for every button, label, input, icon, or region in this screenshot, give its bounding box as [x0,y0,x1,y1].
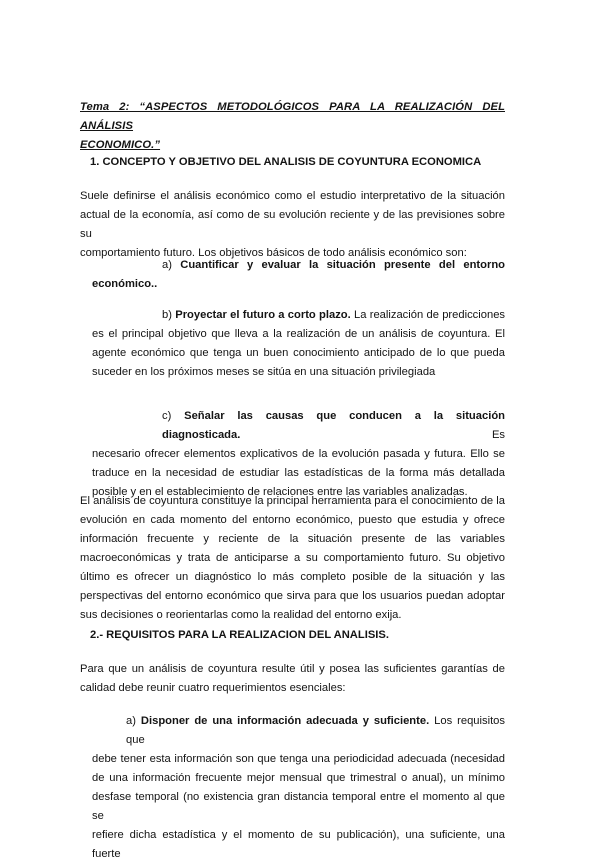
objective-item-a: a) Cuantificar y evaluar la situación presente del entorno económico.. [92,259,505,290]
title-line-1: Tema 2: “ASPECTOS METODOLÓGICOS PARA LA REALIZACIÓN DEL ANÁLISIS [80,101,505,132]
item-c-bold: Señalar las causas que conducen a la situación diagnosticada. [162,410,505,441]
section-2-heading: 2.- REQUISITOS PARA LA REALIZACION DEL ANALISIS. [90,629,389,641]
requirement-a-marker: a) [126,715,136,727]
objective-item-b: b) Proyectar el futuro a corto plazo. La realización de predicciones es el principal objetivo que lleva a la realización de un análisis de coyuntura. El agente económico que tenga un buen conocimiento anticipado de lo que pueda suceder en los próximos meses se sitúa en una situación privilegiada [92,309,506,378]
objective-item-c: c) Señalar las causas que conducen a la situación diagnosticada. Es necesario ofrecer elementos explicativos de la evolución pasada y futura. Ello se traduce en la necesidad de estudiar las estadísticas de la forma más detallada posible y en el establecimiento de relaciones entre las variables analizadas. [92,410,505,498]
section-1-heading: 1. CONCEPTO Y OBJETIVO DEL ANALISIS DE COYUNTURA ECONOMICA [90,156,482,168]
item-b-marker: b) [162,309,172,321]
item-c-marker: c) [162,410,172,422]
document-title [80,98,505,155]
requirement-item-a: a) Disponer de una información adecuada y suficiente. Los requisitos que debe tener esta información son que tenga una periodicidad adecuada (necesidad de una información frecuente mejor mensual que trimestral o anual), un mínimo desfase temporal (no existencia gran distancia temporal entre el momento al que se refiere dicha estadística y el momento de su publicación), una suficiente, una fuerte [92,715,506,860]
section-1-paragraph: El análisis de coyuntura constituye la principal herramienta para el conocimiento de la evolución en cada momento del entorno económico, puesto que estudia y ofrece información frecuente y reciente de la situación presente de las variables macroeconómicas y trata de anticiparse a su comportamiento futuro. Su objetivo último es ofrecer un diagnóstico lo más completo posible de la situación y las perspectivas del entorno económico que sirva para que los usuarios puedan adoptar sus decisiones o reorientarlas como la realidad del entorno exija. [80,495,505,621]
title-line-2: ECONOMICO.” [80,139,161,151]
section-2-intro: Para que un análisis de coyuntura resulte útil y posea las suficientes garantías de calidad debe reunir cuatro requerimientos esenciales: [80,663,505,694]
item-b-bold: Proyectar el futuro a corto plazo. [175,309,351,321]
item-a-marker: a) [162,259,172,271]
item-a-bold: Cuantificar y evaluar la situación presente del entorno [180,259,505,271]
requirement-a-bold: Disponer de una información adecuada y suficiente. [140,715,430,727]
section-1-intro: Suele definirse el análisis económico como el estudio interpretativo de la situación actual de la economía, así como de su evolución reciente y de las previsiones sobre su comportamiento futuro. Los objetivos básicos de todo análisis económico son: [80,190,505,259]
